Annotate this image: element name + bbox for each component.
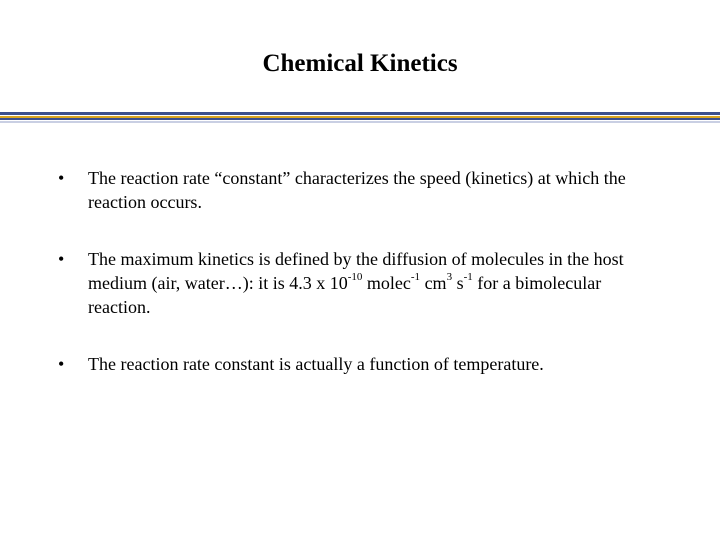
- bullet-text: The reaction rate “constant” characterizes the speed (kinetics) at which the reaction occurs.: [88, 168, 626, 212]
- rule-stripe-light: [0, 121, 720, 123]
- rule-stripe-blue-top: [0, 112, 720, 115]
- title-underline: [0, 112, 720, 124]
- bullet-marker: •: [58, 354, 65, 374]
- exponent-cm: 3: [446, 271, 453, 283]
- exponent-rate: -10: [347, 271, 363, 283]
- bullet-text-part-3: cm: [420, 273, 447, 293]
- bullet-marker: •: [58, 249, 65, 269]
- bullet-marker: •: [58, 168, 65, 188]
- bullet-item-temperature: [58, 352, 658, 376]
- bullet-item-max-kinetics: [58, 247, 658, 319]
- bullet-text-part-1: The maximum kinetics is defined by the diffusion of molecules in the host medium (air, water…): it is 4.3 x 10: [88, 249, 624, 293]
- bullet-list: [58, 166, 658, 376]
- rule-stripe-blue-mid: [0, 118, 720, 120]
- exponent-s: -1: [463, 271, 473, 283]
- bullet-text: The reaction rate constant is actually a function of temperature.: [88, 354, 544, 374]
- bullet-text-part-5: for a bimolecular reaction.: [88, 273, 602, 317]
- slide-title: Chemical Kinetics: [262, 50, 458, 77]
- bullet-item-rate-constant: [58, 166, 658, 214]
- bullet-text-part-4: s: [452, 273, 464, 293]
- exponent-molec: -1: [410, 271, 421, 283]
- bullet-text-part-2: molec: [362, 273, 411, 293]
